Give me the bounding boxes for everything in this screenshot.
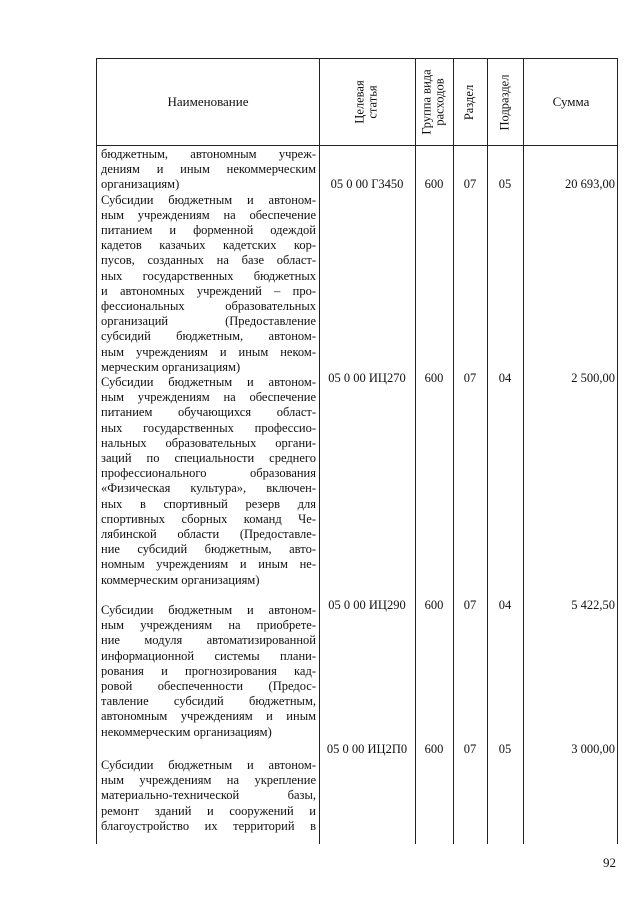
row-name-line: рования и прогнозирования кад- bbox=[101, 663, 316, 678]
row-name-line: Субсидии бюджетным и автоном- bbox=[101, 603, 316, 617]
budget-table bbox=[96, 58, 618, 844]
row-name-line: материально-технической базы, bbox=[101, 788, 316, 803]
row-expense-group: 600 bbox=[424, 742, 444, 756]
row-name-line: и автономных учреждений – про- bbox=[101, 283, 316, 298]
row-name-line: некоммерческим организациям) bbox=[101, 724, 272, 739]
row-expense-group: 600 bbox=[424, 598, 444, 612]
row-sum: 2 500,00 bbox=[571, 371, 615, 385]
header-target-article bbox=[319, 59, 415, 145]
row-name-line: номным учреждениям и иным не- bbox=[101, 557, 316, 572]
row-target-article: 05 0 00 ИЦ2П0 bbox=[326, 742, 408, 756]
row-sum: 5 422,50 bbox=[571, 598, 615, 612]
row-name-line: мерческим организациям) bbox=[101, 359, 241, 374]
row-subsection: 05 bbox=[498, 177, 512, 191]
row-sum: 3 000,00 bbox=[571, 742, 615, 756]
row-name-line: ным учреждениям на приобрете- bbox=[101, 618, 316, 633]
row-subsection: 04 bbox=[498, 371, 512, 385]
row-name bbox=[101, 147, 316, 193]
row-expense-group: 600 bbox=[424, 177, 444, 191]
header-expense-group-line2: расходов bbox=[433, 78, 448, 126]
row-name bbox=[101, 193, 316, 375]
row-name-line: лябинской области (Предоставле- bbox=[101, 527, 316, 542]
row-subsection: 05 bbox=[498, 742, 512, 756]
header-section bbox=[453, 59, 487, 145]
page-number: 92 bbox=[603, 855, 616, 870]
row-name-line: ных государственных бюджетных bbox=[101, 268, 316, 283]
row-target-article: 05 0 00 Г3450 bbox=[330, 177, 404, 191]
header-subsection-label: Подраздел bbox=[497, 74, 512, 130]
row-name-line: нальных образовательных органи- bbox=[101, 435, 316, 450]
row-name-line: Субсидии бюджетным и автоном- bbox=[101, 192, 316, 207]
row-name-line: ным учреждениям на укрепление bbox=[101, 773, 316, 788]
row-name-line: ным учреждениям на обеспечение bbox=[101, 390, 316, 405]
row-subsection: 04 bbox=[498, 598, 512, 612]
row-name-line: ных государственных профессио- bbox=[101, 420, 316, 435]
header-expense-group bbox=[415, 59, 453, 145]
header-expense-group-line1: Группа вида bbox=[420, 69, 435, 135]
row-name bbox=[101, 375, 316, 588]
header-divider bbox=[97, 145, 617, 146]
row-section: 07 bbox=[463, 742, 477, 756]
row-name-line: пусов, созданных на базе област- bbox=[101, 253, 316, 268]
row-name-line: ремонт зданий и сооружений и bbox=[101, 803, 316, 818]
row-name-line: организациям) bbox=[101, 177, 180, 192]
row-name-line: Субсидии бюджетным и автоном- bbox=[101, 758, 316, 772]
row-target-article: 05 0 00 ИЦ290 bbox=[328, 598, 406, 612]
row-name-line: фессиональных образовательных bbox=[101, 299, 316, 314]
row-name-line: дениям и иным некоммерческим bbox=[101, 162, 316, 177]
row-section: 07 bbox=[463, 371, 477, 385]
row-target-article: 05 0 00 ИЦ270 bbox=[328, 371, 406, 385]
row-name bbox=[101, 758, 316, 834]
row-name-line: коммерческим организациям) bbox=[101, 572, 260, 587]
row-expense-group: 600 bbox=[424, 371, 444, 385]
row-name-line: спортивных сборных команд Че- bbox=[101, 511, 316, 526]
row-name-line: профессионального образования bbox=[101, 466, 316, 481]
row-name-line: Субсидии бюджетным и автоном- bbox=[101, 375, 316, 389]
row-sum: 20 693,00 bbox=[565, 177, 615, 191]
header-sum: Сумма bbox=[552, 94, 590, 109]
row-name-line: заций по специальности среднего bbox=[101, 451, 316, 466]
row-name-line: питанием и форменной одеждой bbox=[101, 223, 316, 237]
row-name-line: питанием обучающихся област- bbox=[101, 405, 316, 420]
row-section: 07 bbox=[463, 598, 477, 612]
row-name-line: ным учреждениям на обеспечение bbox=[101, 207, 316, 222]
row-name-line: благоустройство их территорий в bbox=[101, 818, 316, 833]
row-name-line: ние субсидий бюджетным, авто- bbox=[101, 542, 316, 557]
row-name-line: информационной системы плани- bbox=[101, 648, 316, 663]
row-name-line: организаций (Предоставление bbox=[101, 314, 316, 329]
row-name-line: тавление субсидий бюджетным, bbox=[101, 694, 316, 709]
row-name-line: автономным учреждениям и иным bbox=[101, 709, 316, 724]
header-target-article-line1: Целевая bbox=[353, 80, 367, 124]
header-subsection bbox=[487, 59, 523, 145]
header-name: Наименование bbox=[167, 94, 249, 109]
row-name-line: бюджетным, автономным учреж- bbox=[101, 147, 316, 161]
row-name-line: ным учреждениям и иным неком- bbox=[101, 344, 316, 359]
row-name-line: «Физическая культура», включен- bbox=[101, 481, 316, 496]
row-section: 07 bbox=[463, 177, 477, 191]
row-name-line: кадетов казачьих кадетских кор- bbox=[101, 238, 316, 253]
row-name-line: ние модуля автоматизированной bbox=[101, 633, 316, 648]
row-name-line: ровой обеспеченности (Предос- bbox=[101, 679, 316, 694]
row-name-line: субсидий бюджетным, автоном- bbox=[101, 329, 316, 344]
header-section-label: Раздел bbox=[462, 84, 477, 120]
row-name-line: ных в спортивный резерв для bbox=[101, 496, 316, 511]
header-target-article-line2: статья bbox=[366, 85, 380, 119]
row-name bbox=[101, 603, 316, 740]
